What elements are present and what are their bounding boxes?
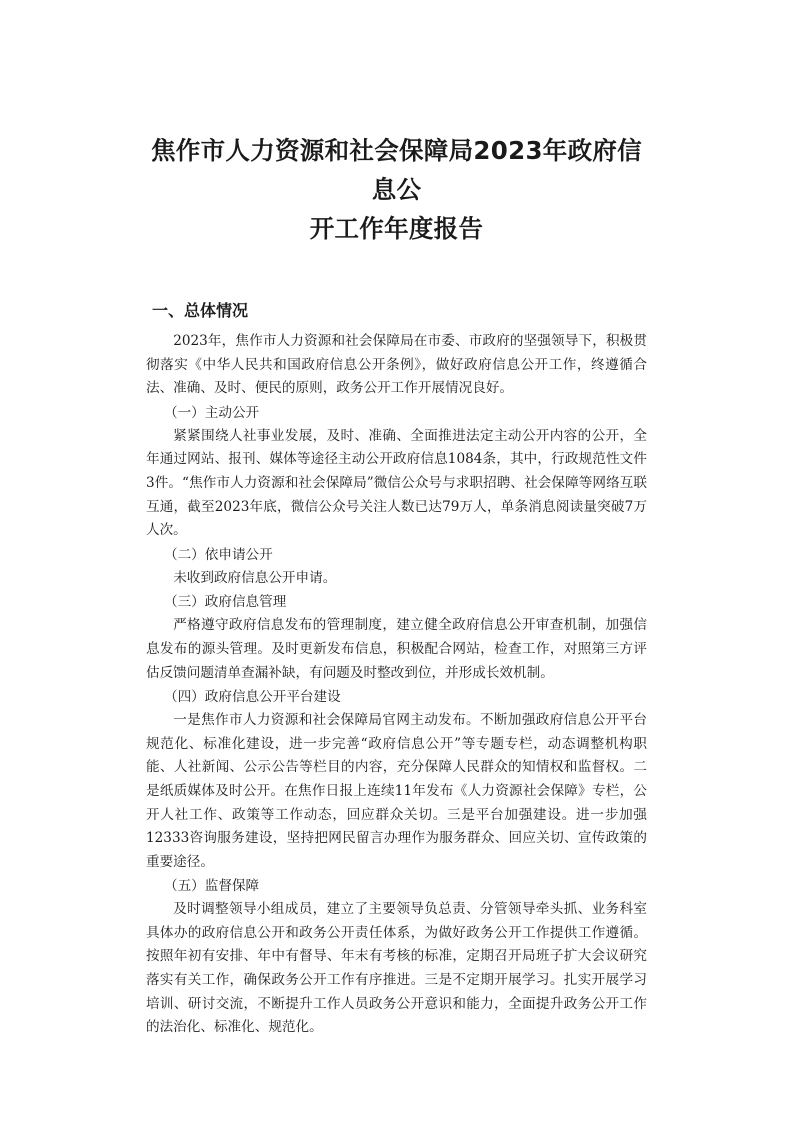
subsection-request-disclosure bbox=[146, 543, 647, 591]
subsection-paragraph: 及时调整领导小组成员，建立了主要领导负总责、分管领导牵头抓、业务科室具体办的政府信息公开和政务公开责任体系，为做好政务公开工作提供工作遵循。按照年初有安排、年中有督导、年末有考核的标准，定期召开局班子扩大会议研究落实有关工作，确保政务公开工作有序推进。三是不定期开展学习。扎实开展学习培训、研讨交流，不断提升工作人员政务公开意识和能力，全面提升政务公开工作的法治化、标准化、规范化。 bbox=[146, 901, 647, 1036]
subsection-paragraph: 紧紧围绕人社事业发展，及时、准确、全面推进法定主动公开内容的公开，全年通过网站、报刊、媒体等途径主动公开政府信息1084条，其中，行政规范性文件3件。“焦作市人力资源和社会保障局”微信公众号与求职招聘、社会保障等网络互联互通，截至2023年底，微信公众号关注人数已达79万人，单条消息阅读量突破7万人次。 bbox=[146, 427, 647, 539]
subsection-heading: （五）监督保障 bbox=[164, 878, 260, 895]
subsection-active-disclosure bbox=[146, 401, 647, 543]
overview-paragraph: 2023年，焦作市人力资源和社会保障局在市委、市政府的坚强领导下，积极贯彻落实《中华人民共和国政府信息公开条例》，做好政府信息公开工作，终遵循合法、准确、及时、便民的原则，政务公开工作开展情况良好。 bbox=[146, 333, 647, 397]
section-heading-overview: 一、总体情况 bbox=[152, 301, 249, 320]
subsection-platform-building bbox=[146, 685, 647, 874]
subsection-info-management bbox=[146, 590, 647, 685]
subsection-heading: （二）依申请公开 bbox=[164, 546, 273, 563]
subsection-paragraph: 严格遵守政府信息发布的管理制度，建立健全政府信息公开审查机制，加强信息发布的源头管理。及时更新发布信息，积极配合网站，检查工作，对照第三方评估反馈问题清单查漏补缺，有问题及时整改到位，并形成长效机制。 bbox=[146, 617, 647, 681]
subsection-supervision bbox=[146, 874, 647, 1040]
report-title bbox=[146, 0, 647, 248]
title-line-1: 焦作市人力资源和社会保障局2023年政府信息公 bbox=[151, 136, 642, 204]
subsection-heading: （一）主动公开 bbox=[164, 404, 260, 421]
subsection-heading: （四）政府信息公开平台建设 bbox=[164, 689, 341, 706]
subsection-heading: （三）政府信息管理 bbox=[164, 594, 287, 611]
title-line-2: 开工作年度报告 bbox=[309, 214, 484, 243]
subsection-paragraph: 未收到政府信息公开申请。 bbox=[173, 569, 337, 586]
subsection-paragraph: 一是焦作市人力资源和社会保障局官网主动发布。不断加强政府信息公开平台规范化、标准化建设，进一步完善“政府信息公开”等专题专栏，动态调整机构职能、人社新闻、公示公告等栏目的内容，充分保障人民群众的知情权和监督权。二是纸质媒体及时公开。在焦作日报上连续11年发布《人力资源社会保障》专栏，公开人社工作、政策等工作动态，回应群众关切。三是平台加强建设。进一步加强12333咨询服务建设，坚持把网民留言办理作为服务群众、回应关切、宣传政策的重要途径。 bbox=[146, 712, 647, 870]
